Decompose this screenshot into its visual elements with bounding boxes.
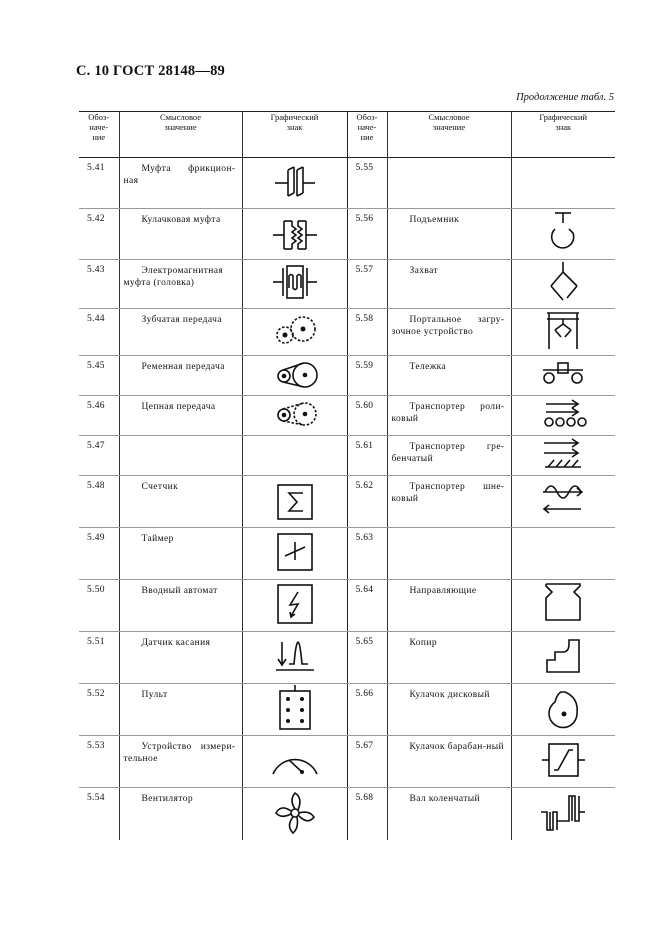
code-cell: 5.66 [347,684,387,736]
code-cell: 5.68 [347,788,387,840]
code-cell: 5.51 [79,632,119,684]
sign-cell [242,309,347,356]
fan-icon [265,788,325,838]
code-cell: 5.48 [79,476,119,528]
guides-icon [533,580,593,630]
sign-cell [242,260,347,309]
sign-cell [511,684,615,736]
sign-cell [242,396,347,436]
screw-conveyor-icon [533,476,593,526]
table-row [79,580,615,632]
sign-cell [242,436,347,476]
code-cell: 5.44 [79,309,119,356]
meaning-cell: Транспортер гре-бенчатый [387,436,511,476]
sign-cell [242,580,347,632]
meaning-cell: Захват [387,260,511,309]
portal-loader-icon [533,309,593,353]
col-header-meaning: Смысловое значение [387,112,511,158]
sign-cell [511,736,615,788]
meaning-cell: Вал коленчатый [387,788,511,840]
meaning-cell: Вентилятор [119,788,242,840]
sign-cell [511,632,615,684]
copier-template-icon [533,632,593,682]
sign-cell [511,396,615,436]
meaning-cell: Устройство измери-тельное [119,736,242,788]
sign-cell [511,580,615,632]
code-cell: 5.46 [79,396,119,436]
meaning-cell: Зубчатая передача [119,309,242,356]
table-row [79,356,615,396]
meaning-cell: Датчик касания [119,632,242,684]
table-row [79,476,615,528]
table-row [79,309,615,356]
col-header-sign: Графический знак [511,112,615,158]
code-cell: 5.56 [347,209,387,260]
page-header: С. 10 ГОСТ 28148—89 [76,63,225,79]
col-header-code: Обоз- наче- ние [79,112,119,158]
meaning-cell: Тележка [387,356,511,396]
table-row [79,788,615,840]
meaning-cell [387,528,511,580]
control-panel-icon [265,684,325,734]
meaning-cell: Пульт [119,684,242,736]
meaning-cell: Цепная передача [119,396,242,436]
sign-cell [511,356,615,396]
code-cell: 5.45 [79,356,119,396]
crankshaft-icon [533,788,593,838]
meaning-cell: Направляющие [387,580,511,632]
table-row [79,684,615,736]
table-row [79,528,615,580]
sign-cell [242,356,347,396]
table-row [79,209,615,260]
table-row [79,396,615,436]
sign-cell [511,788,615,840]
meaning-cell: Транспортер роли-ковый [387,396,511,436]
sign-cell [242,788,347,840]
friction-clutch-icon [265,158,325,206]
col-header-code: Обоз- наче- ние [347,112,387,158]
code-cell: 5.54 [87,793,105,803]
meaning-cell [387,158,511,209]
code-cell: 5.50 [79,580,119,632]
sign-cell [242,684,347,736]
meaning-cell: Муфта фрикцион-ная [119,158,242,209]
sign-cell [242,632,347,684]
code-cell: 5.43 [79,260,119,309]
table-row [79,632,615,684]
disc-cam-icon [533,684,593,734]
code-cell: 5.62 [347,476,387,528]
gripper-icon [533,260,593,306]
sign-cell [242,209,347,260]
code-cell: 5.53 [79,736,119,788]
code-cell: 5.58 [347,309,387,356]
comb-conveyor-icon [533,436,593,474]
meaning-cell: Кулачковая муфта [119,209,242,260]
trolley-icon [533,356,593,394]
table-header-row [79,112,615,158]
chain-drive-icon [265,396,325,434]
touch-sensor-icon [265,632,325,682]
col-header-meaning: Смысловое значение [119,112,242,158]
meaning-cell: Электромагнитная муфта (головка) [119,260,242,309]
code-cell: 5.52 [79,684,119,736]
gear-drive-icon [265,309,325,353]
col-header-sign: Графический знак [242,112,347,158]
cam-clutch-icon [265,209,325,257]
sign-cell [511,260,615,309]
sign-cell [511,528,615,580]
measuring-device-icon [265,736,325,786]
meaning-cell: Кулачок барабан-ный [387,736,511,788]
code-cell: 5.63 [347,528,387,580]
code-cell: 5.60 [347,396,387,436]
roller-conveyor-icon [533,396,593,434]
code-cell: 5.57 [347,260,387,309]
meaning-cell: Таймер [119,528,242,580]
meaning-cell: Вводный автомат [119,580,242,632]
meaning-cell: Портальное загру-зочное устройство [387,309,511,356]
drum-cam-icon [533,736,593,786]
timer-icon [265,528,325,578]
meaning-cell: Копир [387,632,511,684]
code-cell: 5.64 [347,580,387,632]
table-continuation-label: Продолжение табл. 5 [516,92,614,103]
code-cell: 5.59 [347,356,387,396]
code-cell: 5.42 [79,209,119,260]
code-cell: 5.55 [347,158,387,209]
sign-cell [511,436,615,476]
table-row [79,436,615,476]
lifter-hook-icon [533,209,593,257]
sign-cell [511,158,615,209]
belt-drive-icon [265,356,325,394]
code-cell: 5.67 [347,736,387,788]
code-cell: 5.61 [347,436,387,476]
counter-sigma-icon [265,476,325,526]
meaning-cell: Счетчик [119,476,242,528]
code-cell: 5.47 [79,436,119,476]
meaning-cell [119,436,242,476]
table-row [79,158,615,209]
code-cell: 5.41 [79,158,119,209]
input-breaker-icon [265,580,325,630]
sign-cell [511,309,615,356]
table-row [79,260,615,309]
code-cell: 5.49 [79,528,119,580]
meaning-cell: Подъемник [387,209,511,260]
table-row [79,736,615,788]
meaning-cell: Транспортер шне-ковый [387,476,511,528]
electromagnetic-clutch-icon [265,260,325,306]
sign-cell [242,158,347,209]
sign-cell [511,209,615,260]
sign-cell [511,476,615,528]
code-cell: 5.65 [347,632,387,684]
sign-cell [242,476,347,528]
symbols-table [79,111,615,840]
sign-cell [242,736,347,788]
sign-cell [242,528,347,580]
meaning-cell: Кулачок дисковый [387,684,511,736]
meaning-cell: Ременная передача [119,356,242,396]
